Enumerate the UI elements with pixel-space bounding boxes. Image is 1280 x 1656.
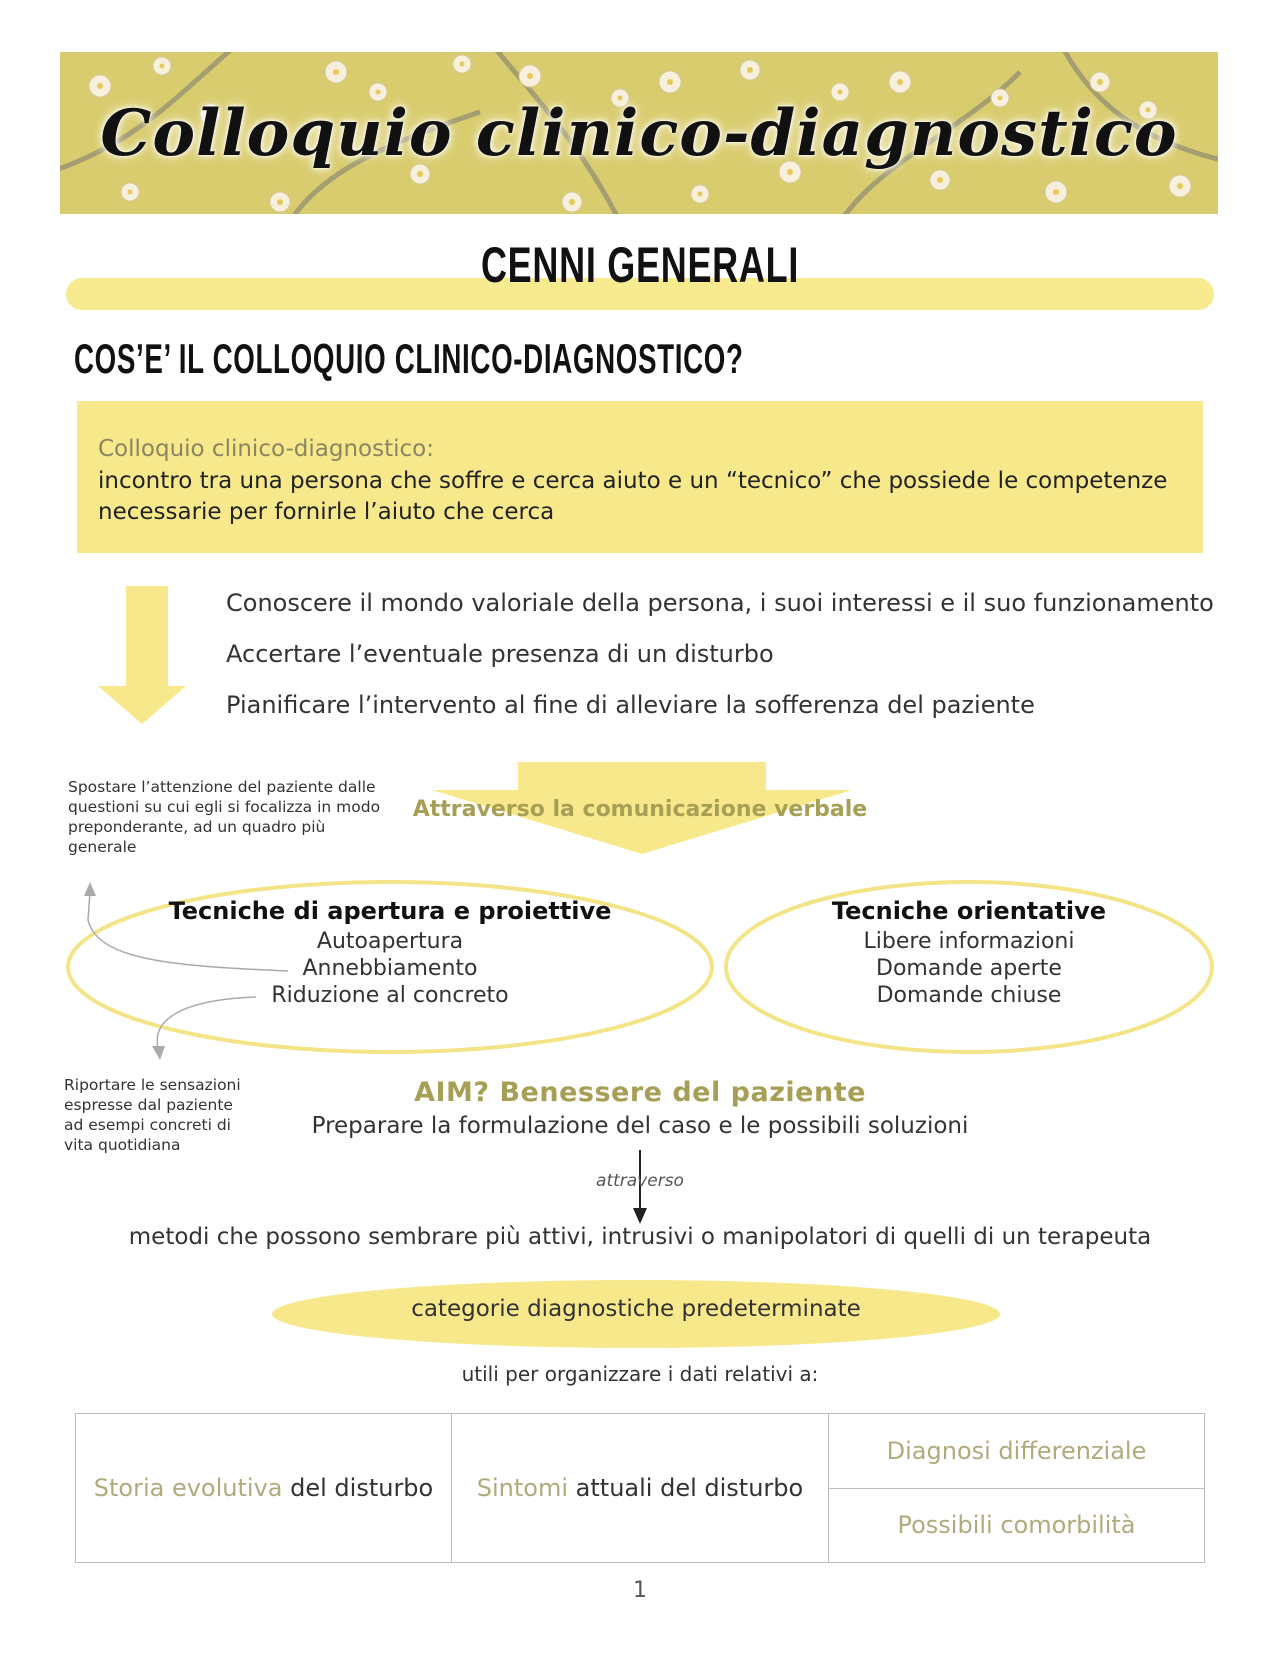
technique-item: Domande aperte <box>876 956 1062 981</box>
methods-text: metodi che possono sembrare più attivi, intrusivi o manipolatori di quelli di un terapeuta <box>128 1224 1152 1250</box>
through-label: attraverso <box>596 1171 684 1191</box>
aim-description: Preparare la formulazione del caso e le possibili soluzioni <box>311 1113 969 1139</box>
history-rest: del disturbo <box>282 1474 434 1502</box>
table-cell-stack <box>829 1414 1204 1562</box>
orienting-techniques-title: Tecniche orientative <box>831 897 1107 925</box>
symptoms-accent: Sintomi <box>476 1474 569 1502</box>
symptoms-rest: attuali del disturbo <box>568 1474 804 1502</box>
page-title: Colloquio clinico-diagnostico <box>100 95 1178 171</box>
categories-label: categorie diagnostiche predeterminate <box>411 1296 861 1322</box>
technique-item: Annebbiamento <box>302 956 478 981</box>
annotation-note: Spostare l’attenzione del paziente dalle questioni su cui egli si focalizza in modo preponderante, ad un quadro più generale <box>68 778 381 856</box>
annotation-note: Riportare le sensazioni espresse dal paziente ad esempi concreti di vita quotidiana <box>64 1076 241 1154</box>
definition-term: Colloquio clinico-diagnostico: <box>98 436 434 462</box>
goal-item: Pianificare l’intervento al fine di alleviare la sofferenza del paziente <box>226 691 1035 719</box>
table-cell-differential: Diagnosi differenziale <box>829 1414 1204 1489</box>
title-banner <box>60 52 1218 214</box>
data-table <box>75 1413 1205 1563</box>
table-cell-comorbidity: Possibili comorbilità <box>897 1511 1136 1540</box>
definition-text: incontro tra una persona che soffre e cerca aiuto e un “tecnico” che possiede le competenze necessarie per fornirle l’aiuto che cerca <box>98 468 1168 525</box>
page-number: 1 <box>633 1578 647 1603</box>
opening-techniques-title: Tecniche di apertura e proiettive <box>168 897 612 925</box>
aim-label: AIM? Benessere del paziente <box>414 1077 866 1108</box>
technique-item: Domande chiuse <box>876 983 1062 1008</box>
section-heading: CENNI GENERALI <box>480 237 800 293</box>
goal-item: Accertare l’eventuale presenza di un disturbo <box>226 640 774 668</box>
question-heading: COS’E’ IL COLLOQUIO CLINICO-DIAGNOSTICO? <box>74 335 744 382</box>
goal-item: Conoscere il mondo valoriale della persona, i suoi interessi e il suo funzionamento <box>226 589 1214 617</box>
table-cell-history <box>76 1414 452 1562</box>
technique-item: Riduzione al concreto <box>271 983 509 1008</box>
table-cell-symptoms <box>452 1414 829 1562</box>
history-accent: Storia evolutiva <box>93 1474 283 1502</box>
down-arrow-icon <box>98 586 188 726</box>
technique-item: Libere informazioni <box>863 929 1075 954</box>
technique-item: Autoapertura <box>316 929 464 954</box>
useful-label: utili per organizzare i dati relativi a: <box>461 1362 819 1386</box>
verbal-communication-label: Attraverso la comunicazione verbale <box>412 797 868 822</box>
